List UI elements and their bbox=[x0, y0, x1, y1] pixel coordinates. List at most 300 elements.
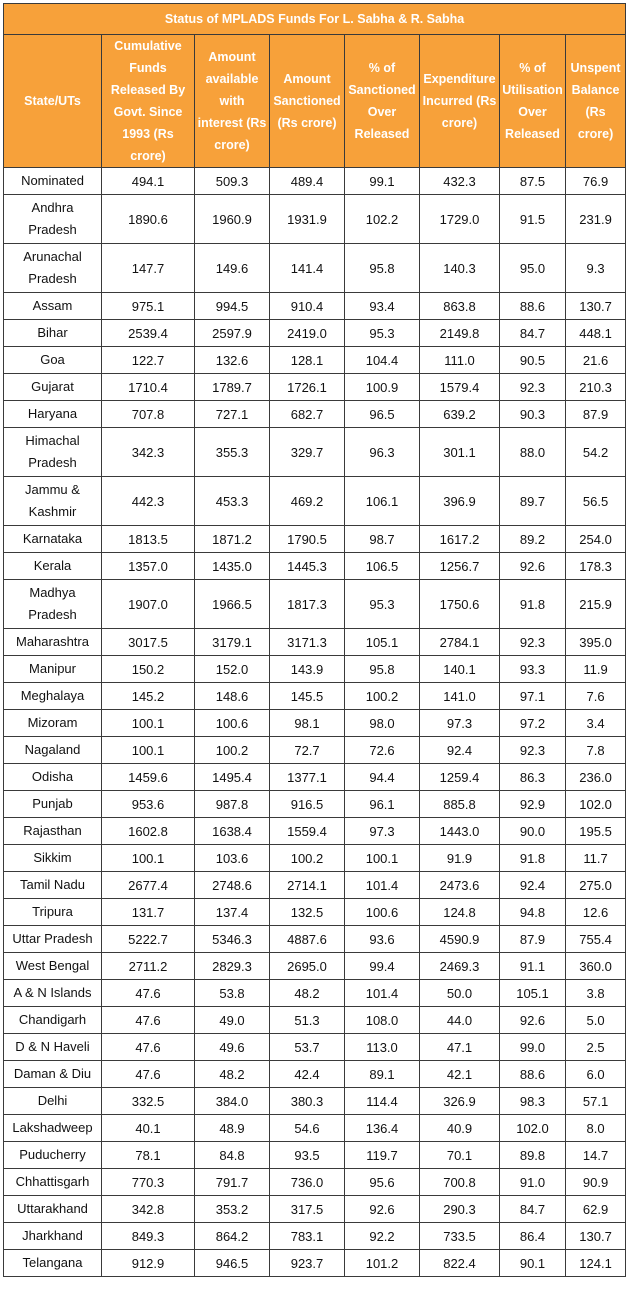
cell-pct-utilisation: 92.6 bbox=[500, 1007, 566, 1034]
cell-pct-utilisation: 87.5 bbox=[500, 168, 566, 195]
cell-amount-sanctioned: 910.4 bbox=[270, 293, 345, 320]
cell-unspent-balance: 178.3 bbox=[566, 553, 626, 580]
cell-state: Nominated bbox=[4, 168, 102, 195]
cell-pct-sanctioned: 96.1 bbox=[345, 791, 420, 818]
cell-amount-sanctioned: 143.9 bbox=[270, 656, 345, 683]
cell-unspent-balance: 254.0 bbox=[566, 526, 626, 553]
cell-amount-sanctioned: 2419.0 bbox=[270, 320, 345, 347]
cell-cumulative-funds: 145.2 bbox=[102, 683, 195, 710]
cell-unspent-balance: 12.6 bbox=[566, 899, 626, 926]
cell-amount-available: 1871.2 bbox=[195, 526, 270, 553]
cell-pct-utilisation: 92.3 bbox=[500, 737, 566, 764]
cell-amount-sanctioned: 1931.9 bbox=[270, 195, 345, 244]
cell-expenditure: 141.0 bbox=[420, 683, 500, 710]
cell-amount-sanctioned: 783.1 bbox=[270, 1223, 345, 1250]
table-row bbox=[4, 168, 626, 195]
cell-expenditure: 863.8 bbox=[420, 293, 500, 320]
cell-cumulative-funds: 131.7 bbox=[102, 899, 195, 926]
cell-pct-utilisation: 99.0 bbox=[500, 1034, 566, 1061]
cell-amount-available: 1960.9 bbox=[195, 195, 270, 244]
cell-expenditure: 432.3 bbox=[420, 168, 500, 195]
cell-amount-sanctioned: 141.4 bbox=[270, 244, 345, 293]
cell-state: Telangana bbox=[4, 1250, 102, 1277]
cell-state: Himachal Pradesh bbox=[4, 428, 102, 477]
cell-amount-sanctioned: 489.4 bbox=[270, 168, 345, 195]
table-row bbox=[4, 845, 626, 872]
cell-amount-available: 48.9 bbox=[195, 1115, 270, 1142]
cell-unspent-balance: 275.0 bbox=[566, 872, 626, 899]
cell-cumulative-funds: 1710.4 bbox=[102, 374, 195, 401]
cell-cumulative-funds: 975.1 bbox=[102, 293, 195, 320]
cell-unspent-balance: 87.9 bbox=[566, 401, 626, 428]
table-row bbox=[4, 872, 626, 899]
cell-expenditure: 70.1 bbox=[420, 1142, 500, 1169]
table-row bbox=[4, 526, 626, 553]
cell-expenditure: 1579.4 bbox=[420, 374, 500, 401]
cell-cumulative-funds: 1602.8 bbox=[102, 818, 195, 845]
cell-amount-available: 84.8 bbox=[195, 1142, 270, 1169]
table-row bbox=[4, 477, 626, 526]
cell-cumulative-funds: 78.1 bbox=[102, 1142, 195, 1169]
cell-pct-utilisation: 89.8 bbox=[500, 1142, 566, 1169]
cell-state: Bihar bbox=[4, 320, 102, 347]
cell-state: Maharashtra bbox=[4, 629, 102, 656]
cell-state: Lakshadweep bbox=[4, 1115, 102, 1142]
cell-pct-utilisation: 86.4 bbox=[500, 1223, 566, 1250]
cell-amount-sanctioned: 132.5 bbox=[270, 899, 345, 926]
column-header-unspent-balance: Unspent Balance (Rs crore) bbox=[566, 35, 626, 168]
cell-amount-sanctioned: 1726.1 bbox=[270, 374, 345, 401]
cell-unspent-balance: 231.9 bbox=[566, 195, 626, 244]
cell-expenditure: 2784.1 bbox=[420, 629, 500, 656]
cell-pct-sanctioned: 101.2 bbox=[345, 1250, 420, 1277]
cell-cumulative-funds: 707.8 bbox=[102, 401, 195, 428]
cell-pct-utilisation: 89.7 bbox=[500, 477, 566, 526]
table-row bbox=[4, 764, 626, 791]
cell-unspent-balance: 9.3 bbox=[566, 244, 626, 293]
table-row bbox=[4, 320, 626, 347]
cell-pct-utilisation: 91.0 bbox=[500, 1169, 566, 1196]
cell-amount-available: 49.6 bbox=[195, 1034, 270, 1061]
cell-cumulative-funds: 849.3 bbox=[102, 1223, 195, 1250]
cell-cumulative-funds: 1459.6 bbox=[102, 764, 195, 791]
cell-unspent-balance: 124.1 bbox=[566, 1250, 626, 1277]
cell-unspent-balance: 3.8 bbox=[566, 980, 626, 1007]
cell-pct-sanctioned: 136.4 bbox=[345, 1115, 420, 1142]
cell-amount-available: 1495.4 bbox=[195, 764, 270, 791]
cell-cumulative-funds: 47.6 bbox=[102, 1034, 195, 1061]
cell-amount-sanctioned: 128.1 bbox=[270, 347, 345, 374]
table-row bbox=[4, 1223, 626, 1250]
cell-pct-utilisation: 87.9 bbox=[500, 926, 566, 953]
cell-cumulative-funds: 1907.0 bbox=[102, 580, 195, 629]
cell-amount-sanctioned: 98.1 bbox=[270, 710, 345, 737]
cell-expenditure: 140.1 bbox=[420, 656, 500, 683]
cell-expenditure: 1750.6 bbox=[420, 580, 500, 629]
cell-pct-sanctioned: 99.4 bbox=[345, 953, 420, 980]
cell-expenditure: 44.0 bbox=[420, 1007, 500, 1034]
table-row bbox=[4, 1250, 626, 1277]
cell-amount-sanctioned: 916.5 bbox=[270, 791, 345, 818]
cell-pct-utilisation: 84.7 bbox=[500, 320, 566, 347]
cell-state: Karnataka bbox=[4, 526, 102, 553]
cell-state: A & N Islands bbox=[4, 980, 102, 1007]
table-row bbox=[4, 1088, 626, 1115]
table-row bbox=[4, 737, 626, 764]
cell-amount-sanctioned: 1377.1 bbox=[270, 764, 345, 791]
column-header-cumulative-funds: Cumulative Funds Released By Govt. Since 1993 (Rs crore) bbox=[102, 35, 195, 168]
cell-state: Daman & Diu bbox=[4, 1061, 102, 1088]
cell-amount-available: 100.2 bbox=[195, 737, 270, 764]
cell-amount-available: 987.8 bbox=[195, 791, 270, 818]
cell-expenditure: 1729.0 bbox=[420, 195, 500, 244]
cell-unspent-balance: 215.9 bbox=[566, 580, 626, 629]
cell-amount-sanctioned: 42.4 bbox=[270, 1061, 345, 1088]
table-row bbox=[4, 980, 626, 1007]
cell-unspent-balance: 448.1 bbox=[566, 320, 626, 347]
cell-amount-sanctioned: 923.7 bbox=[270, 1250, 345, 1277]
cell-unspent-balance: 11.7 bbox=[566, 845, 626, 872]
cell-state: Meghalaya bbox=[4, 683, 102, 710]
cell-unspent-balance: 360.0 bbox=[566, 953, 626, 980]
cell-pct-utilisation: 84.7 bbox=[500, 1196, 566, 1223]
table-row bbox=[4, 683, 626, 710]
cell-pct-sanctioned: 94.4 bbox=[345, 764, 420, 791]
cell-amount-available: 384.0 bbox=[195, 1088, 270, 1115]
cell-state: Haryana bbox=[4, 401, 102, 428]
cell-cumulative-funds: 332.5 bbox=[102, 1088, 195, 1115]
cell-amount-sanctioned: 2695.0 bbox=[270, 953, 345, 980]
cell-unspent-balance: 11.9 bbox=[566, 656, 626, 683]
cell-pct-sanctioned: 93.4 bbox=[345, 293, 420, 320]
cell-cumulative-funds: 2677.4 bbox=[102, 872, 195, 899]
cell-cumulative-funds: 1890.6 bbox=[102, 195, 195, 244]
table-row bbox=[4, 1169, 626, 1196]
cell-state: Odisha bbox=[4, 764, 102, 791]
cell-cumulative-funds: 1357.0 bbox=[102, 553, 195, 580]
cell-pct-sanctioned: 95.8 bbox=[345, 244, 420, 293]
cell-amount-sanctioned: 100.2 bbox=[270, 845, 345, 872]
cell-cumulative-funds: 3017.5 bbox=[102, 629, 195, 656]
cell-amount-available: 2597.9 bbox=[195, 320, 270, 347]
cell-pct-sanctioned: 92.6 bbox=[345, 1196, 420, 1223]
table-row bbox=[4, 347, 626, 374]
cell-pct-sanctioned: 100.1 bbox=[345, 845, 420, 872]
cell-expenditure: 111.0 bbox=[420, 347, 500, 374]
cell-expenditure: 301.1 bbox=[420, 428, 500, 477]
cell-unspent-balance: 6.0 bbox=[566, 1061, 626, 1088]
table-header-row bbox=[4, 35, 626, 168]
cell-amount-available: 1435.0 bbox=[195, 553, 270, 580]
cell-cumulative-funds: 100.1 bbox=[102, 710, 195, 737]
cell-expenditure: 639.2 bbox=[420, 401, 500, 428]
cell-amount-sanctioned: 93.5 bbox=[270, 1142, 345, 1169]
cell-state: Chhattisgarh bbox=[4, 1169, 102, 1196]
table-row bbox=[4, 656, 626, 683]
cell-expenditure: 2473.6 bbox=[420, 872, 500, 899]
cell-state: Mizoram bbox=[4, 710, 102, 737]
cell-cumulative-funds: 1813.5 bbox=[102, 526, 195, 553]
cell-amount-sanctioned: 380.3 bbox=[270, 1088, 345, 1115]
cell-pct-sanctioned: 98.7 bbox=[345, 526, 420, 553]
cell-amount-available: 864.2 bbox=[195, 1223, 270, 1250]
table-row bbox=[4, 553, 626, 580]
cell-expenditure: 2469.3 bbox=[420, 953, 500, 980]
table-row bbox=[4, 953, 626, 980]
cell-amount-sanctioned: 1445.3 bbox=[270, 553, 345, 580]
cell-amount-sanctioned: 2714.1 bbox=[270, 872, 345, 899]
cell-pct-utilisation: 91.1 bbox=[500, 953, 566, 980]
table-row bbox=[4, 1007, 626, 1034]
cell-state: Sikkim bbox=[4, 845, 102, 872]
cell-pct-sanctioned: 106.5 bbox=[345, 553, 420, 580]
cell-expenditure: 50.0 bbox=[420, 980, 500, 1007]
cell-pct-sanctioned: 95.3 bbox=[345, 320, 420, 347]
cell-cumulative-funds: 2711.2 bbox=[102, 953, 195, 980]
cell-amount-sanctioned: 48.2 bbox=[270, 980, 345, 1007]
cell-cumulative-funds: 494.1 bbox=[102, 168, 195, 195]
cell-expenditure: 1443.0 bbox=[420, 818, 500, 845]
cell-state: D & N Haveli bbox=[4, 1034, 102, 1061]
cell-pct-utilisation: 90.0 bbox=[500, 818, 566, 845]
cell-pct-sanctioned: 92.2 bbox=[345, 1223, 420, 1250]
cell-pct-sanctioned: 104.4 bbox=[345, 347, 420, 374]
table-row bbox=[4, 244, 626, 293]
table-row bbox=[4, 195, 626, 244]
cell-unspent-balance: 755.4 bbox=[566, 926, 626, 953]
cell-amount-available: 727.1 bbox=[195, 401, 270, 428]
cell-amount-sanctioned: 1559.4 bbox=[270, 818, 345, 845]
cell-state: Punjab bbox=[4, 791, 102, 818]
table-row bbox=[4, 629, 626, 656]
table-row bbox=[4, 791, 626, 818]
cell-state: Delhi bbox=[4, 1088, 102, 1115]
cell-pct-sanctioned: 95.8 bbox=[345, 656, 420, 683]
table-row bbox=[4, 1115, 626, 1142]
cell-amount-available: 1789.7 bbox=[195, 374, 270, 401]
cell-pct-sanctioned: 96.3 bbox=[345, 428, 420, 477]
cell-amount-available: 355.3 bbox=[195, 428, 270, 477]
cell-unspent-balance: 5.0 bbox=[566, 1007, 626, 1034]
cell-expenditure: 733.5 bbox=[420, 1223, 500, 1250]
cell-amount-sanctioned: 145.5 bbox=[270, 683, 345, 710]
cell-amount-available: 994.5 bbox=[195, 293, 270, 320]
cell-amount-available: 149.6 bbox=[195, 244, 270, 293]
cell-expenditure: 97.3 bbox=[420, 710, 500, 737]
cell-expenditure: 396.9 bbox=[420, 477, 500, 526]
cell-cumulative-funds: 47.6 bbox=[102, 1061, 195, 1088]
cell-pct-sanctioned: 114.4 bbox=[345, 1088, 420, 1115]
cell-amount-sanctioned: 329.7 bbox=[270, 428, 345, 477]
cell-amount-sanctioned: 682.7 bbox=[270, 401, 345, 428]
cell-pct-sanctioned: 106.1 bbox=[345, 477, 420, 526]
table-body bbox=[4, 168, 626, 1277]
cell-cumulative-funds: 342.3 bbox=[102, 428, 195, 477]
cell-unspent-balance: 76.9 bbox=[566, 168, 626, 195]
cell-cumulative-funds: 47.6 bbox=[102, 980, 195, 1007]
cell-state: Andhra Pradesh bbox=[4, 195, 102, 244]
cell-expenditure: 885.8 bbox=[420, 791, 500, 818]
cell-amount-available: 137.4 bbox=[195, 899, 270, 926]
cell-expenditure: 91.9 bbox=[420, 845, 500, 872]
cell-state: Tripura bbox=[4, 899, 102, 926]
cell-expenditure: 2149.8 bbox=[420, 320, 500, 347]
cell-cumulative-funds: 912.9 bbox=[102, 1250, 195, 1277]
cell-pct-utilisation: 91.5 bbox=[500, 195, 566, 244]
cell-pct-utilisation: 88.6 bbox=[500, 1061, 566, 1088]
cell-amount-available: 791.7 bbox=[195, 1169, 270, 1196]
cell-amount-available: 49.0 bbox=[195, 1007, 270, 1034]
cell-pct-sanctioned: 95.6 bbox=[345, 1169, 420, 1196]
cell-expenditure: 822.4 bbox=[420, 1250, 500, 1277]
cell-pct-utilisation: 91.8 bbox=[500, 845, 566, 872]
cell-amount-available: 946.5 bbox=[195, 1250, 270, 1277]
cell-state: Uttar Pradesh bbox=[4, 926, 102, 953]
cell-pct-sanctioned: 100.6 bbox=[345, 899, 420, 926]
cell-amount-available: 5346.3 bbox=[195, 926, 270, 953]
cell-expenditure: 1617.2 bbox=[420, 526, 500, 553]
cell-amount-sanctioned: 51.3 bbox=[270, 1007, 345, 1034]
cell-pct-utilisation: 92.4 bbox=[500, 872, 566, 899]
cell-cumulative-funds: 40.1 bbox=[102, 1115, 195, 1142]
cell-pct-sanctioned: 98.0 bbox=[345, 710, 420, 737]
cell-amount-sanctioned: 1817.3 bbox=[270, 580, 345, 629]
cell-unspent-balance: 130.7 bbox=[566, 293, 626, 320]
cell-cumulative-funds: 342.8 bbox=[102, 1196, 195, 1223]
cell-expenditure: 40.9 bbox=[420, 1115, 500, 1142]
cell-amount-available: 3179.1 bbox=[195, 629, 270, 656]
cell-cumulative-funds: 122.7 bbox=[102, 347, 195, 374]
table-row bbox=[4, 1142, 626, 1169]
table-row bbox=[4, 926, 626, 953]
cell-pct-utilisation: 89.2 bbox=[500, 526, 566, 553]
table-row bbox=[4, 293, 626, 320]
table-title: Status of MPLADS Funds For L. Sabha & R. Sabha bbox=[4, 4, 626, 35]
cell-amount-sanctioned: 1790.5 bbox=[270, 526, 345, 553]
cell-pct-sanctioned: 101.4 bbox=[345, 980, 420, 1007]
table-row bbox=[4, 374, 626, 401]
cell-expenditure: 1256.7 bbox=[420, 553, 500, 580]
cell-pct-sanctioned: 102.2 bbox=[345, 195, 420, 244]
cell-amount-available: 103.6 bbox=[195, 845, 270, 872]
cell-unspent-balance: 210.3 bbox=[566, 374, 626, 401]
cell-unspent-balance: 57.1 bbox=[566, 1088, 626, 1115]
cell-unspent-balance: 54.2 bbox=[566, 428, 626, 477]
cell-unspent-balance: 90.9 bbox=[566, 1169, 626, 1196]
cell-state: Madhya Pradesh bbox=[4, 580, 102, 629]
table-row bbox=[4, 580, 626, 629]
cell-cumulative-funds: 150.2 bbox=[102, 656, 195, 683]
cell-cumulative-funds: 147.7 bbox=[102, 244, 195, 293]
cell-pct-utilisation: 86.3 bbox=[500, 764, 566, 791]
cell-cumulative-funds: 100.1 bbox=[102, 737, 195, 764]
cell-amount-available: 2748.6 bbox=[195, 872, 270, 899]
cell-pct-sanctioned: 72.6 bbox=[345, 737, 420, 764]
cell-expenditure: 700.8 bbox=[420, 1169, 500, 1196]
cell-unspent-balance: 236.0 bbox=[566, 764, 626, 791]
cell-unspent-balance: 62.9 bbox=[566, 1196, 626, 1223]
cell-amount-sanctioned: 469.2 bbox=[270, 477, 345, 526]
column-header-amount-available: Amount available with interest (Rs crore) bbox=[195, 35, 270, 168]
cell-amount-sanctioned: 72.7 bbox=[270, 737, 345, 764]
cell-unspent-balance: 7.6 bbox=[566, 683, 626, 710]
column-header-amount-sanctioned: Amount Sanctioned (Rs crore) bbox=[270, 35, 345, 168]
cell-state: Rajasthan bbox=[4, 818, 102, 845]
cell-pct-sanctioned: 100.9 bbox=[345, 374, 420, 401]
cell-unspent-balance: 395.0 bbox=[566, 629, 626, 656]
cell-amount-available: 509.3 bbox=[195, 168, 270, 195]
table-row bbox=[4, 401, 626, 428]
cell-state: Assam bbox=[4, 293, 102, 320]
cell-pct-utilisation: 88.6 bbox=[500, 293, 566, 320]
cell-cumulative-funds: 953.6 bbox=[102, 791, 195, 818]
cell-expenditure: 42.1 bbox=[420, 1061, 500, 1088]
cell-pct-utilisation: 97.1 bbox=[500, 683, 566, 710]
cell-pct-utilisation: 102.0 bbox=[500, 1115, 566, 1142]
cell-pct-sanctioned: 113.0 bbox=[345, 1034, 420, 1061]
cell-amount-available: 152.0 bbox=[195, 656, 270, 683]
table-row bbox=[4, 899, 626, 926]
cell-pct-sanctioned: 105.1 bbox=[345, 629, 420, 656]
cell-pct-utilisation: 93.3 bbox=[500, 656, 566, 683]
table-title-row bbox=[4, 4, 626, 35]
cell-expenditure: 326.9 bbox=[420, 1088, 500, 1115]
cell-pct-utilisation: 88.0 bbox=[500, 428, 566, 477]
cell-amount-sanctioned: 54.6 bbox=[270, 1115, 345, 1142]
column-header-state: State/UTs bbox=[4, 35, 102, 168]
mplads-funds-table bbox=[3, 3, 626, 1277]
cell-state: Goa bbox=[4, 347, 102, 374]
cell-pct-utilisation: 105.1 bbox=[500, 980, 566, 1007]
column-header-expenditure: Expenditure Incurred (Rs crore) bbox=[420, 35, 500, 168]
cell-amount-sanctioned: 736.0 bbox=[270, 1169, 345, 1196]
mplads-table-container bbox=[3, 3, 625, 1277]
cell-state: Jharkhand bbox=[4, 1223, 102, 1250]
cell-unspent-balance: 2.5 bbox=[566, 1034, 626, 1061]
cell-state: Nagaland bbox=[4, 737, 102, 764]
cell-pct-utilisation: 94.8 bbox=[500, 899, 566, 926]
cell-amount-sanctioned: 3171.3 bbox=[270, 629, 345, 656]
cell-amount-sanctioned: 4887.6 bbox=[270, 926, 345, 953]
cell-pct-utilisation: 98.3 bbox=[500, 1088, 566, 1115]
cell-pct-sanctioned: 97.3 bbox=[345, 818, 420, 845]
cell-expenditure: 124.8 bbox=[420, 899, 500, 926]
cell-amount-available: 53.8 bbox=[195, 980, 270, 1007]
cell-pct-utilisation: 95.0 bbox=[500, 244, 566, 293]
cell-cumulative-funds: 100.1 bbox=[102, 845, 195, 872]
cell-cumulative-funds: 442.3 bbox=[102, 477, 195, 526]
cell-amount-available: 2829.3 bbox=[195, 953, 270, 980]
cell-pct-utilisation: 90.1 bbox=[500, 1250, 566, 1277]
cell-pct-utilisation: 90.3 bbox=[500, 401, 566, 428]
cell-unspent-balance: 195.5 bbox=[566, 818, 626, 845]
cell-expenditure: 92.4 bbox=[420, 737, 500, 764]
cell-amount-available: 132.6 bbox=[195, 347, 270, 374]
table-row bbox=[4, 818, 626, 845]
cell-pct-sanctioned: 100.2 bbox=[345, 683, 420, 710]
cell-pct-utilisation: 92.9 bbox=[500, 791, 566, 818]
cell-expenditure: 47.1 bbox=[420, 1034, 500, 1061]
cell-pct-sanctioned: 119.7 bbox=[345, 1142, 420, 1169]
cell-expenditure: 140.3 bbox=[420, 244, 500, 293]
cell-state: Arunachal Pradesh bbox=[4, 244, 102, 293]
column-header-pct-sanctioned: % of Sanctioned Over Released bbox=[345, 35, 420, 168]
cell-pct-utilisation: 92.6 bbox=[500, 553, 566, 580]
cell-unspent-balance: 7.8 bbox=[566, 737, 626, 764]
cell-unspent-balance: 130.7 bbox=[566, 1223, 626, 1250]
cell-state: Tamil Nadu bbox=[4, 872, 102, 899]
cell-pct-utilisation: 90.5 bbox=[500, 347, 566, 374]
